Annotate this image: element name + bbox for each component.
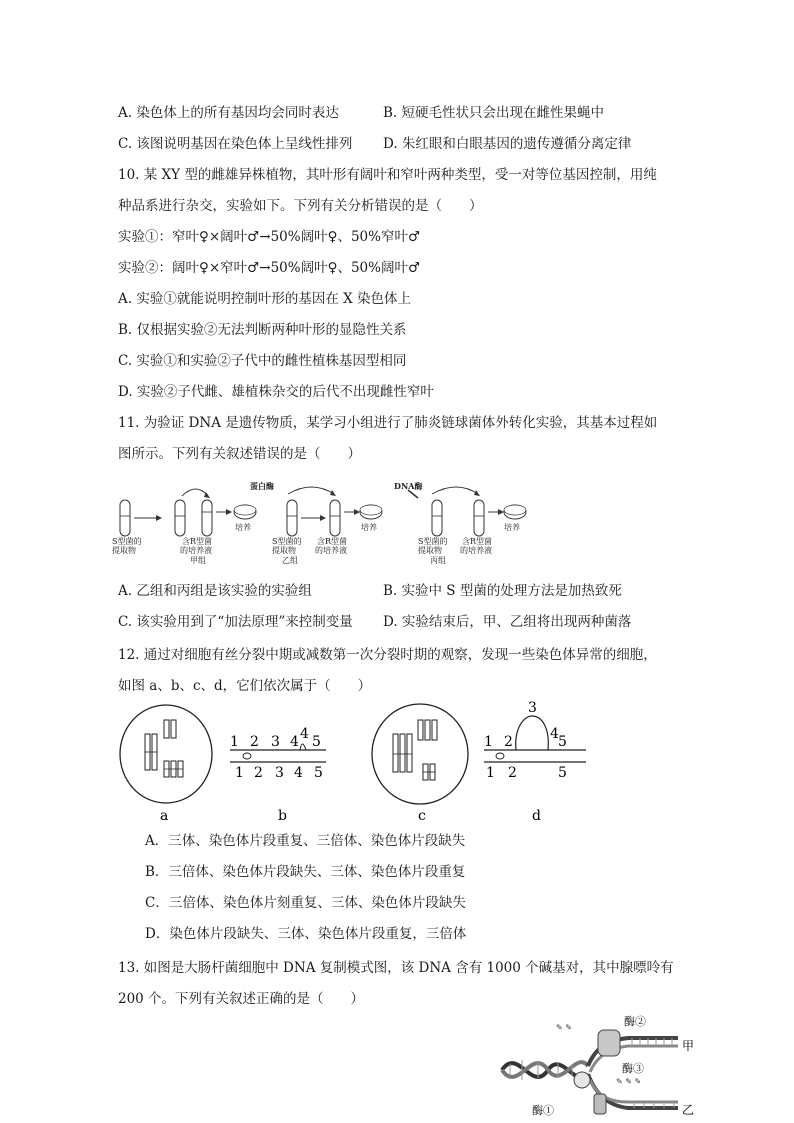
d-top-label-2: 2	[504, 734, 513, 750]
b-bottom-label-2: 2	[254, 765, 263, 781]
q9-option-a: A. 染色体上的所有基因均会同时表达	[118, 105, 339, 121]
d-bottom-label-2: 2	[508, 765, 517, 781]
culture-label-a: 培养	[235, 523, 251, 532]
q13-stem-line1: 13. 如图是大肠杆菌细胞中 DNA 复制模式图，该 DNA 含有 1000 个碱基对，其中腺嘌呤有	[118, 960, 674, 976]
label-b: b	[278, 808, 287, 824]
label-c: c	[418, 808, 426, 824]
q12-stem-line1: 12. 通过对细胞有丝分裂中期或减数第一次分裂时期的观察，发现一些染色体异常的细胞，	[118, 647, 657, 663]
q9-option-c: C. 该图说明基因在染色体上呈线性排列	[118, 136, 353, 152]
group-b-label: 乙组	[282, 556, 298, 565]
q10-option-a: A. 实验①就能说明控制叶形的基因在 X 染色体上	[118, 291, 412, 307]
svg-text:✎ ✎ ✎: ✎ ✎ ✎	[616, 1077, 642, 1086]
svg-text:✎ ✎: ✎ ✎	[556, 1023, 572, 1032]
r-medium-label-c: 含R型菌	[462, 537, 493, 546]
q11-stem-line1: 11. 为验证 DNA 是遗传物质，某学习小组进行了肺炎链球菌体外转化实验，其基本过程如	[118, 415, 658, 431]
r-medium-label-a2: 的培养液	[180, 546, 212, 555]
q10-option-b: B. 仅根据实验②无法判断两种叶形的显隐性关系	[118, 322, 407, 338]
dnase-label: DNA酶	[394, 481, 423, 491]
q11-stem-line2: 图所示。下列有关叙述错误的是（ ）	[118, 446, 361, 462]
chromosome-abnormality-figure	[118, 698, 598, 828]
cell-a	[120, 705, 212, 803]
b-top-label-1: 1	[230, 734, 239, 750]
s-extract-label-b: S型菌的	[272, 537, 302, 546]
protease-label: 蛋白酶	[250, 481, 274, 491]
r-medium-label-b: 含R型菌	[317, 537, 348, 546]
strand-yi-label: 乙	[682, 1103, 695, 1117]
b-bottom-label-4: 4	[294, 765, 303, 781]
b-bottom-label-3: 3	[275, 765, 284, 781]
s-extract-label-c2: 提取物	[418, 546, 442, 555]
group-c-label: 丙组	[430, 556, 446, 565]
enzyme-1-label: 酶①	[532, 1104, 554, 1117]
q12-option-c: C．三倍体、染色体片刻重复、三体、染色体片段缺失	[145, 895, 466, 911]
d-top-label-4: 4	[550, 726, 559, 742]
d-bottom-label-5: 5	[558, 765, 567, 781]
culture-label-c: 培养	[504, 523, 520, 532]
dna-replication-figure	[498, 1010, 698, 1123]
q11-option-b: B. 实验中 S 型菌的处理方法是加热致死	[383, 583, 622, 599]
b-top-label-5: 5	[312, 734, 321, 750]
q12-option-b: B．三倍体、染色体片段缺失、三体、染色体片段重复	[145, 864, 466, 880]
b-top-label-4: 4	[290, 734, 299, 750]
d-top-label-5: 5	[558, 734, 567, 750]
s-extract-label-c: S型菌的	[418, 537, 448, 546]
r-medium-label-b2: 的培养液	[315, 546, 347, 555]
group-a-label: 甲组	[190, 556, 206, 565]
b-bottom-label-5: 5	[314, 765, 323, 781]
label-a: a	[160, 808, 169, 824]
q12-option-d: D．染色体片段缺失、三体、染色体片段重复，三倍体	[145, 926, 467, 942]
b-top-label-4-dup: 4	[300, 726, 309, 742]
q12-option-a: A．三体、染色体片段重复、三倍体、染色体片段缺失	[145, 833, 466, 849]
enzyme-3-label: 酶③	[622, 1062, 644, 1075]
q12-stem-line2: 如图 a、b、c、d，它们依次属于（ ）	[118, 678, 372, 694]
enzyme-2-label: 酶②	[624, 1015, 646, 1028]
culture-label-b: 培养	[361, 523, 377, 532]
q9-option-b: B. 短硬毛性状只会出现在雌性果蝇中	[383, 105, 605, 121]
d-bottom-label-1: 1	[486, 765, 495, 781]
b-bottom-label-1: 1	[235, 765, 244, 781]
s-extract-label-b2: 提取物	[272, 546, 296, 555]
cell-c	[372, 704, 468, 804]
q10-stem-line2: 种品系进行杂交，实验如下。下列有关分析错误的是（ ）	[118, 198, 483, 214]
s-extract-label-a: S型菌的	[112, 537, 142, 546]
q11-option-d: D. 实验结束后，甲、乙组将出现两种菌落	[383, 614, 632, 630]
r-medium-label-a: 含R型菌	[182, 537, 213, 546]
label-d: d	[532, 808, 541, 824]
q9-option-d: D. 朱红眼和白眼基因的遗传遵循分离定律	[383, 136, 632, 152]
q13-stem-line2: 200 个。下列有关叙述正确的是（ ）	[118, 991, 365, 1007]
d-top-label-1: 1	[484, 734, 493, 750]
b-top-label-2: 2	[250, 734, 259, 750]
q11-option-a: A. 乙组和丙组是该实验的实验组	[118, 583, 312, 599]
b-top-label-3: 3	[271, 734, 280, 750]
s-extract-label-a2: 提取物	[112, 546, 136, 555]
chromosome-d	[484, 716, 586, 762]
q10-experiment-1: 实验①：窄叶♀×阔叶♂→50%阔叶♀、50%窄叶♂	[118, 229, 421, 245]
transformation-experiment-figure	[112, 478, 552, 570]
q10-experiment-2: 实验②：阔叶♀×窄叶♂→50%阔叶♀、50%阔叶♂	[118, 260, 421, 276]
d-top-label-3: 3	[528, 700, 537, 716]
q10-option-d: D. 实验②子代雌、雄植株杂交的后代不出现雌性窄叶	[118, 384, 434, 400]
q11-option-c: C. 该实验用到了“加法原理”来控制变量	[118, 614, 353, 630]
q10-stem-line1: 10. 某 XY 型的雌雄异株植物，其叶形有阔叶和窄叶两种类型，受一对等位基因控制，用纯	[118, 167, 657, 183]
strand-jia-label: 甲	[682, 1039, 695, 1053]
r-medium-label-c2: 的培养液	[460, 546, 492, 555]
q10-option-c: C. 实验①和实验②子代中的雌性植株基因型相同	[118, 353, 407, 369]
